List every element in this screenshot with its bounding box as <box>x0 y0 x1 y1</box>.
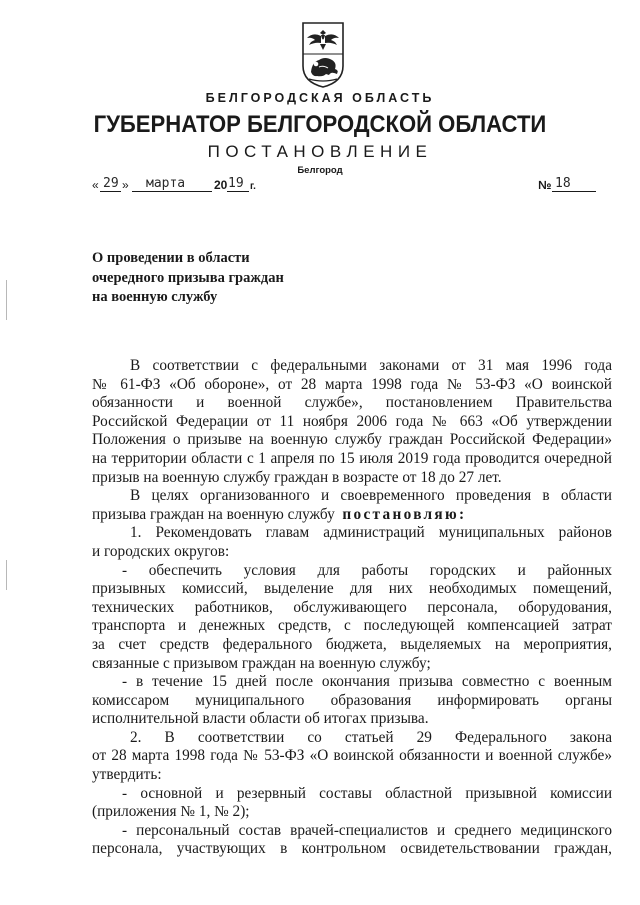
issuing-authority: ГУБЕРНАТОР БЕЛГОРОДСКОЙ ОБЛАСТИ <box>93 111 547 138</box>
body-line: исполнительной власти области об итогах призыва. <box>92 710 429 728</box>
date-month: марта <box>146 176 186 191</box>
title-line: очередного призыва граждан <box>92 269 284 286</box>
date-open-quote: « <box>92 178 99 192</box>
decree-date <box>92 176 262 194</box>
body-line: - обеспечить условия для работы городских и районных <box>122 561 612 579</box>
date-year-prefix: 20 <box>214 178 228 192</box>
body-line: - в течение 15 дней после окончания призыва совместно с военным <box>122 673 612 691</box>
scan-margin-mark <box>6 560 7 590</box>
date-year-mark: г. <box>250 181 256 192</box>
body-line: за счет средств федерального бюджета, выделяемых на мероприятия, <box>92 635 612 653</box>
title-line: на военную службу <box>92 289 218 305</box>
body-line: В соответствии с федеральными законами от 31 мая 1996 года <box>130 357 612 374</box>
body-line-resolution <box>92 506 612 525</box>
body-line: В целях организованного и своевременного проведения в области <box>130 487 612 505</box>
body-line: - персональный состав врачей-специалистов и среднего медицинского <box>122 821 612 839</box>
number-value: 18 <box>555 176 571 191</box>
date-year-underline <box>227 191 249 192</box>
title-line: О проведении в области <box>92 250 250 266</box>
decree-body <box>92 357 612 859</box>
body-line: - основной и резервный составы областной призывной комиссии <box>122 784 612 802</box>
date-day: 29 <box>103 176 119 191</box>
number-underline <box>552 191 596 192</box>
body-line: (приложения № 1, № 2); <box>92 803 250 821</box>
body-line: Положения о призыве на военную службу граждан Российской Федерации» <box>92 431 612 449</box>
region-name: БЕЛГОРОДСКАЯ ОБЛАСТЬ <box>205 91 435 105</box>
date-year-suffix: 19 <box>228 176 244 191</box>
body-line: призыв на военную службу граждан в возрасте от 18 до 27 лет. <box>92 468 502 486</box>
scan-margin-mark <box>6 280 7 320</box>
date-day-underline <box>100 191 121 192</box>
date-close-quote: » <box>122 178 129 192</box>
body-line: комиссаром муниципального образования информировать органы <box>92 691 612 709</box>
document-type: ПОСТАНОВЛЕНИЕ <box>207 142 433 161</box>
decree-number <box>538 176 598 194</box>
body-line-text: призыва граждан на военную службу <box>92 505 335 523</box>
body-line: 1. Рекомендовать главам администраций муниципальных районов <box>130 524 612 542</box>
body-line: транспорта и денежных средств, с последующей компенсацией затрат <box>92 617 612 635</box>
body-line: призывных комиссий, выделение для них необходимых помещений, <box>92 580 612 598</box>
body-line: Российской Федерации от 11 ноября 2006 года № 663 «Об утверждении <box>92 412 612 430</box>
body-line: связанные с призывом граждан на военную службу; <box>92 654 431 672</box>
body-line: утвердить: <box>92 766 162 784</box>
body-line: обязанности и военной службе», постановлением Правительства <box>92 394 612 412</box>
body-line: персонала, участвующих в контрольном освидетельствовании граждан, <box>92 840 612 858</box>
belgorod-coat-of-arms-icon <box>301 22 345 88</box>
body-line: технических работников, обслуживающего персонала, оборудования, <box>92 598 612 616</box>
body-line: на территории области с 1 апреля по 15 июля 2019 года проводится очередной <box>92 449 612 467</box>
decree-title <box>92 249 392 308</box>
date-month-underline <box>132 191 212 192</box>
issuing-city: Белгород <box>297 165 343 176</box>
number-label: № <box>538 178 552 192</box>
resolution-word: постановляю: <box>342 505 467 523</box>
body-line: 2. В соответствии со статьей 29 Федерального закона <box>130 728 612 746</box>
body-line: № 61-ФЗ «Об обороне», от 28 марта 1998 года № 53-ФЗ «О воинской <box>92 375 612 393</box>
body-line: и городских округов: <box>92 542 230 560</box>
body-line: от 28 марта 1998 года № 53-ФЗ «О воинской обязанности и военной службе» <box>92 747 612 765</box>
